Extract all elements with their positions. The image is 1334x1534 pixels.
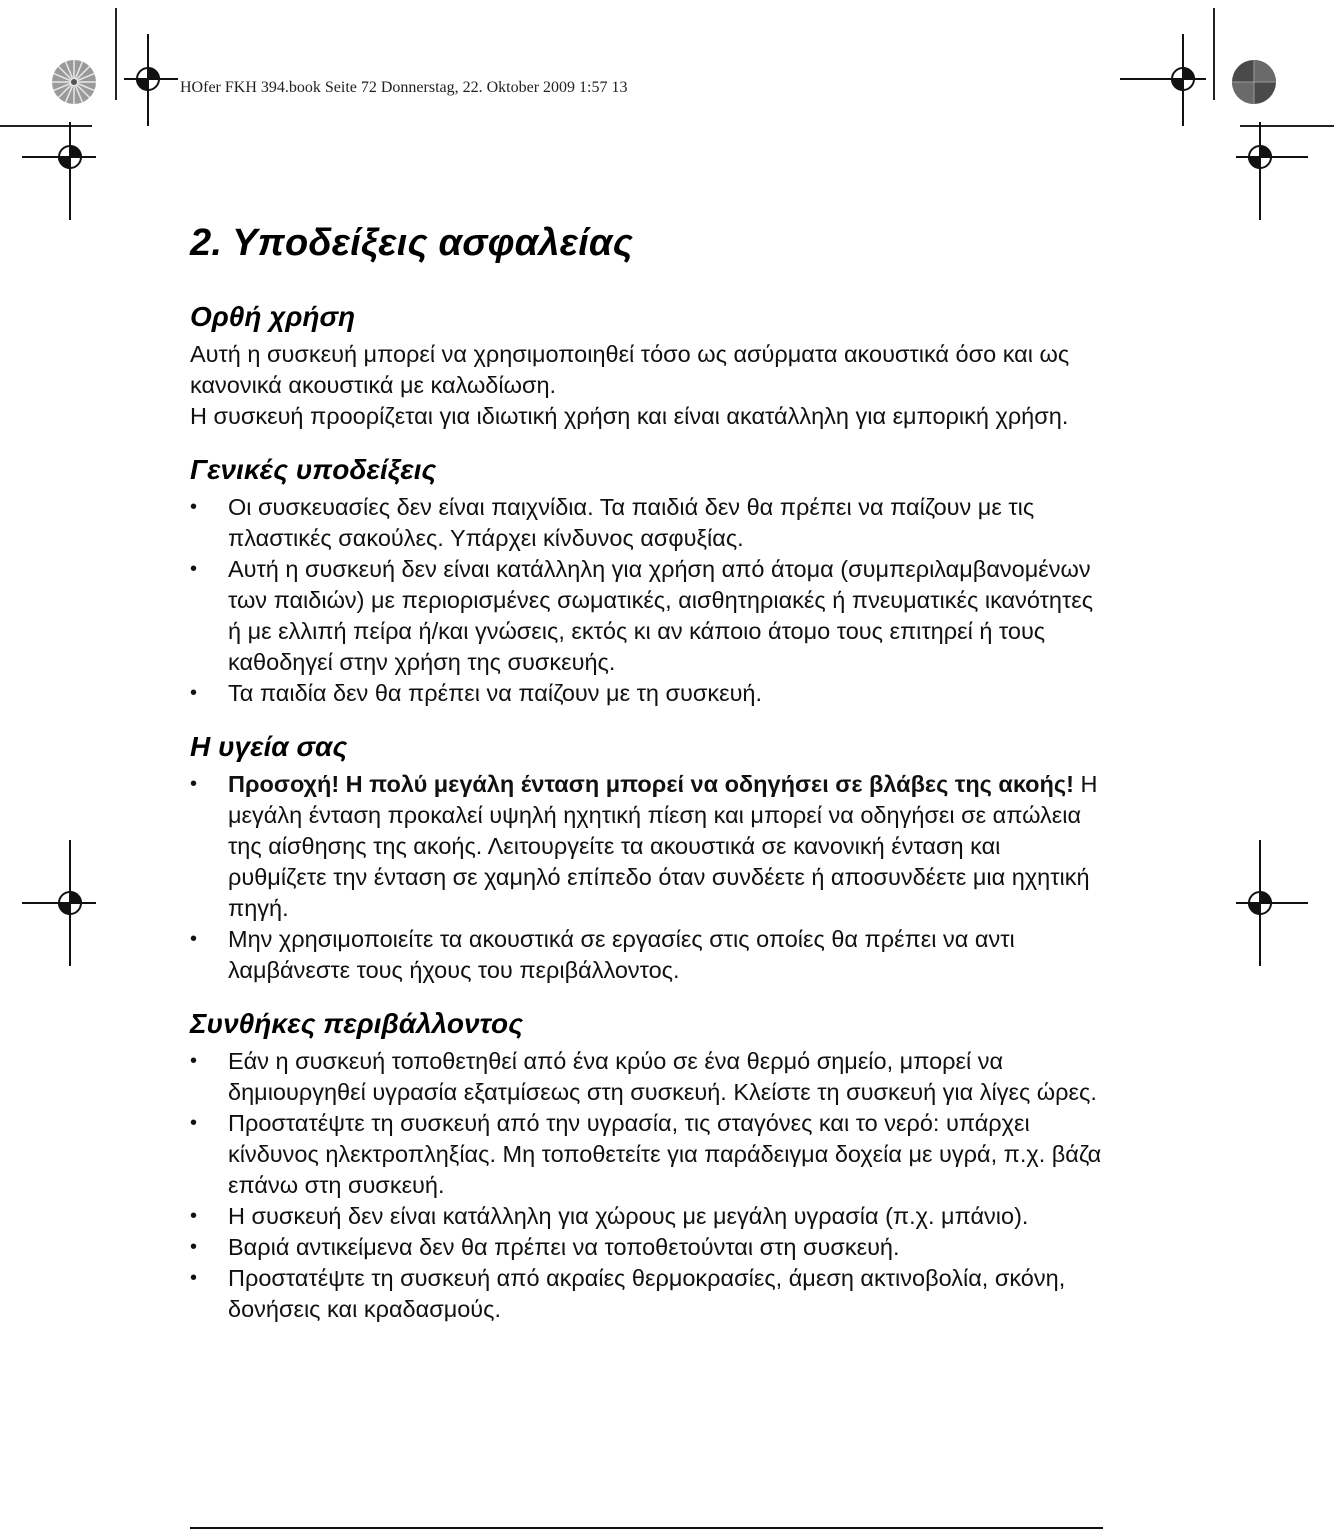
registration-crosshair-icon — [1120, 34, 1206, 126]
bullet-list — [190, 492, 1105, 709]
list-item: • Προστατέψτε τη συσκευή από την υγρασία, τις σταγόνες και το νερό: υπάρχει κίνδυνος ηλεκτροπληξίας. Μη τοποθετείτε για παράδειγμα δοχεία με υγρά, π.χ. βάζα επάνω στη συσκευή. — [190, 1108, 1105, 1201]
bullet-list — [190, 769, 1105, 986]
warning-detail: Η μεγάλη ένταση προκαλεί υψηλή ηχητική πίεση και μπορεί να οδηγήσει σε απώλεια της αίσθησης της ακοής. Λειτουργείτε τα ακουστικά σε κανονική ένταση και ρυθμίζετε την ένταση σε χαμηλό επίπεδο όταν συνδέετε ή αποσυνδέετε μια ηχητική πηγή. — [228, 771, 1098, 921]
list-item: • Οι συσκευασίες δεν είναι παιχνίδια. Τα παιδιά δεν θα πρέπει να παίζουν με τις πλαστικές σακούλες. Υπάρχει κίνδυνος ασφυξίας. — [190, 492, 1105, 554]
section-heading: Γενικές υποδείξεις — [190, 454, 437, 485]
section-general-notes — [190, 454, 1105, 709]
list-item: • Μην χρησιμοποιείτε τα ακουστικά σε εργασίες στις οποίες θα πρέπει να αντι λαμβάνεστε τους ήχους του περιβάλλοντος. — [190, 924, 1105, 986]
paragraph: Αυτή η συσκευή μπορεί να χρησιμοποιηθεί τόσο ως ασύρματα ακουστικά όσο και ως κανονικά ακουστικά με καλωδίωση. — [190, 341, 1070, 398]
star-target-icon — [52, 60, 96, 104]
footer-divider — [190, 1527, 1103, 1529]
section-heading: Συνθήκες περιβάλλοντος — [190, 1008, 523, 1039]
section-environment — [190, 1008, 1105, 1325]
page-content — [190, 222, 1105, 1347]
list-item: • Εάν η συσκευή τοποθετηθεί από ένα κρύο σε ένα θερμό σημείο, μπορεί να δημιουργηθεί υγρασία εξατμίσεως στη συσκευή. Κλείστε τη συσκευή για λίγες ώρες. — [190, 1046, 1105, 1108]
section-proper-use — [190, 301, 1105, 432]
list-item: • Προστατέψτε τη συσκευή από ακραίες θερμοκρασίες, άμεση ακτινοβολία, σκόνη, δονήσεις και κραδασμούς. — [190, 1263, 1105, 1325]
registration-crosshair-icon — [1236, 122, 1308, 220]
section-heading: Η υγεία σας — [190, 731, 348, 762]
bullet-list — [190, 1046, 1105, 1325]
print-header: HOfer FKH 394.book Seite 72 Donnerstag, 22. Oktober 2009 1:57 13 — [180, 79, 628, 96]
list-item: • Αυτή η συσκευή δεν είναι κατάλληλη για χρήση από άτομα (συμπεριλαμβανομένων των παιδιών) με περιορισμένες σωματικές, αισθητηριακές ή πνευματικές ικανότητες ή με ελλιπή πείρα ή/και γνώσεις, εκτός κι αν κάποιο άτομο τους επιτηρεί ή τους καθοδηγεί στην χρήση της συσκευής. — [190, 554, 1105, 678]
registration-crosshair-icon — [1236, 840, 1308, 966]
registration-crosshair-icon — [124, 34, 178, 126]
warning-text: Προσοχή! Η πολύ μεγάλη ένταση μπορεί να οδηγήσει σε βλάβες της ακοής! — [228, 771, 1074, 797]
warning-list-item — [190, 769, 1105, 924]
color-target-icon — [1232, 60, 1276, 104]
registration-crosshair-icon — [22, 122, 96, 220]
paragraph: Η συσκευή προορίζεται για ιδιωτική χρήση και είναι ακατάλληλη για εμπορική χρήση. — [190, 403, 1069, 429]
list-item: • Τα παιδία δεν θα πρέπει να παίζουν με τη συσκευή. — [190, 678, 1105, 709]
registration-crosshair-icon — [22, 840, 96, 966]
section-your-health — [190, 731, 1105, 986]
page-title: 2. Υποδείξεις ασφαλείας — [190, 222, 634, 264]
list-item: • Η συσκευή δεν είναι κατάλληλη για χώρους με μεγάλη υγρασία (π.χ. μπάνιο). — [190, 1201, 1105, 1232]
list-item: • Βαριά αντικείμενα δεν θα πρέπει να τοποθετούνται στη συσκευή. — [190, 1232, 1105, 1263]
section-heading: Ορθή χρήση — [190, 301, 356, 332]
